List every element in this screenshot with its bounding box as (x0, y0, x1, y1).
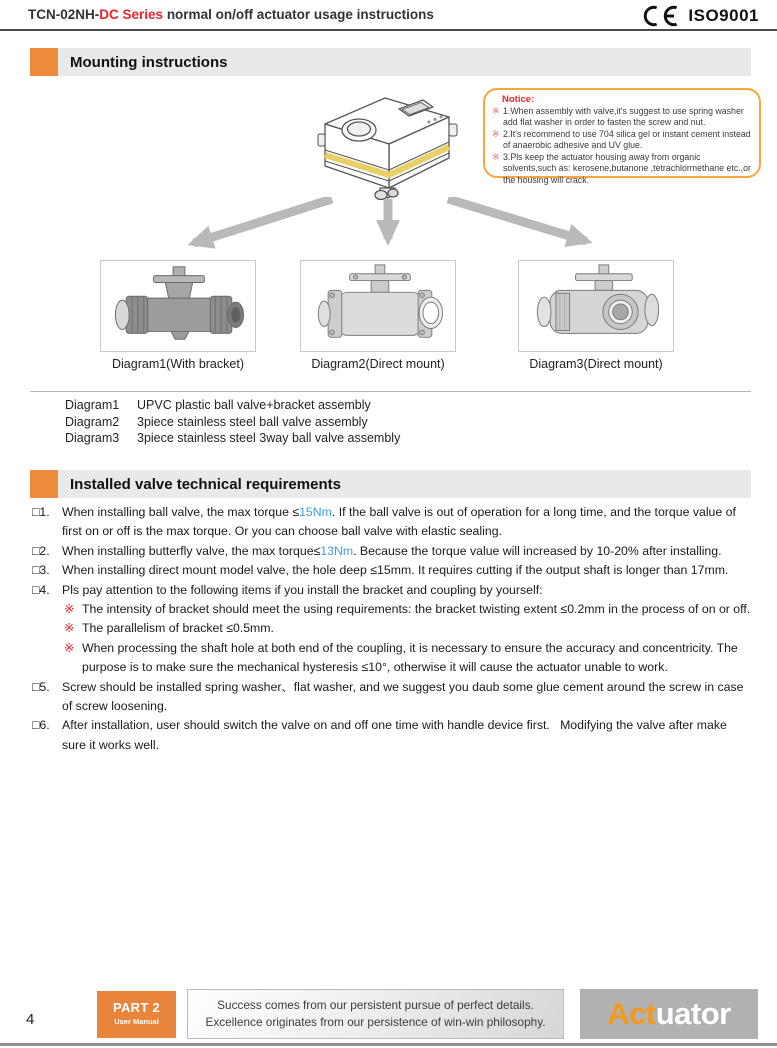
page-header (0, 0, 777, 31)
slogan-box (187, 989, 564, 1039)
logo-act-text: Act (607, 996, 656, 1031)
certification-logos (641, 4, 759, 28)
requirement-item (30, 561, 752, 580)
notice-title: Notice: (502, 94, 535, 105)
requirement-text: When installing ball valve, the max torque ≤15Nm. If the ball valve is out of operation for a long time, and the torque value of first on or off is the max torque. Or you can choose ball valve with elastic sealing. (62, 505, 736, 539)
ce-mark-icon (641, 4, 681, 28)
item-marker: □5. (32, 679, 50, 694)
divider-line (30, 391, 751, 392)
orange-square-icon (30, 48, 58, 76)
mounting-arrows (100, 197, 680, 257)
notice-item (494, 129, 751, 152)
notice-item (494, 152, 751, 186)
reference-mark-icon: ※ (492, 151, 500, 162)
part-label: PART 2 (112, 1000, 161, 1015)
requirement-subitem (30, 639, 752, 678)
slogan-line2: Excellence originates from our persistence of win-win philosophy. (205, 1015, 546, 1029)
item-marker: ※ (64, 602, 75, 617)
item-marker: ※ (64, 640, 75, 655)
item-marker: □4. (32, 582, 50, 597)
part-badge (97, 991, 176, 1038)
upvc-ball-valve-illustration (101, 261, 257, 351)
logo-uator-text: uator (655, 996, 731, 1031)
diagram3-label: Diagram3(Direct mount) (529, 357, 663, 371)
diagram2-box (300, 260, 456, 352)
item-marker: ※ (64, 621, 75, 636)
notice-item (494, 106, 751, 129)
iso9001-label: ISO9001 (688, 6, 759, 25)
reference-mark-icon: ※ (492, 106, 500, 116)
three-way-valve-illustration (519, 261, 675, 351)
actuator-logo (580, 989, 758, 1039)
arrow-left-icon (194, 199, 332, 243)
requirements-list (30, 503, 752, 755)
bottom-border-line (0, 1043, 777, 1046)
diagram1-description: Diagram1 UPVC plastic ball valve+bracket assembly (65, 398, 371, 412)
reference-mark-icon: ※ (492, 128, 500, 139)
part-sublabel: User Manual (114, 1017, 159, 1026)
requirement-item (30, 716, 752, 755)
diagram2-description: Diagram2 3piece stainless steel ball valve assembly (65, 414, 368, 429)
diagram3-description: Diagram3 3piece stainless steel 3way ball valve assembly (65, 431, 401, 446)
notice-list (494, 106, 751, 186)
arrow-right-icon (448, 199, 586, 241)
requirement-text: After installation, user should switch the valve on and off one time with handle device first. Modifying the valve after make sure it works well. (62, 718, 727, 752)
requirement-item (30, 542, 752, 561)
title-model: TCN-02NH- (28, 7, 100, 22)
section-bar-requirements (30, 470, 751, 498)
diagram1-label: Diagram1(With bracket) (112, 357, 244, 371)
title-rest: normal on/off actuator usage instructions (163, 7, 434, 22)
requirement-item (30, 581, 752, 600)
requirement-item (30, 678, 752, 717)
document-title (28, 7, 434, 22)
requirement-text: When installing butterfly valve, the max torque≤13Nm. Because the torque value will increased by 10-20% after installing. (62, 543, 722, 558)
notice-box (483, 88, 761, 185)
diagram2-label: Diagram2(Direct mount) (311, 357, 445, 371)
notice-text: 3.Pls keep the actuator housing away from organic solvents,such as: kerosene,butanone ,tetrachlormethane etc.,or the housing will crack. (503, 151, 751, 185)
stainless-ball-valve-illustration (301, 261, 457, 351)
requirement-item (30, 503, 752, 542)
notice-text: 2.It's recommend to use 704 silica gel or instant cement instead of anaerobic adhesive and UV glue. (503, 128, 751, 151)
requirement-text: Pls pay attention to the following items if you install the bracket and coupling by yourself: (62, 582, 543, 597)
section-bar-mounting (30, 48, 751, 76)
requirement-subitem (30, 600, 752, 619)
requirement-text: When processing the shaft hole at both end of the coupling, it is necessary to ensure the accuracy and concentricity. The purpose is to make sure the mechanical hysteresis ≤10°, otherwise it will cause the actuator unable to work. (82, 640, 738, 675)
requirement-text: The parallelism of bracket ≤0.5mm. (82, 621, 274, 636)
page-number: 4 (26, 1011, 35, 1028)
requirement-text: The intensity of bracket should meet the using requirements: the bracket twisting extent ≤0.2mm in the process of on or off. (82, 602, 751, 617)
requirement-text: When installing direct mount model valve, the hole deep ≤15mm. It requires cutting if the output shaft is longer than 17mm. (62, 563, 729, 578)
notice-text: 1.When assembly with valve,it's suggest to use spring washer add flat washer in order to fasten the screw and nut. (503, 106, 744, 128)
requirement-text: Screw should be installed spring washer、flat washer, and we suggest you daub some glue cement around the screw in case of screw loosening. (62, 679, 744, 714)
section-title-requirements: Installed valve technical requirements (70, 475, 341, 493)
item-marker: □6. (32, 718, 50, 733)
diagram-descriptions (65, 397, 400, 447)
item-marker: □3. (32, 563, 50, 578)
section-title-mounting: Mounting instructions (70, 53, 228, 71)
diagram1-box (100, 260, 256, 352)
diagram3-box (518, 260, 674, 352)
actuator-illustration (305, 84, 470, 202)
slogan-line1: Success comes from our persistent pursue of perfect details. (217, 997, 534, 1012)
title-series: DC Series (99, 7, 164, 22)
item-marker: □1. (32, 505, 50, 519)
orange-square-icon (30, 470, 58, 498)
item-marker: □2. (32, 543, 50, 558)
requirement-subitem (30, 619, 752, 638)
